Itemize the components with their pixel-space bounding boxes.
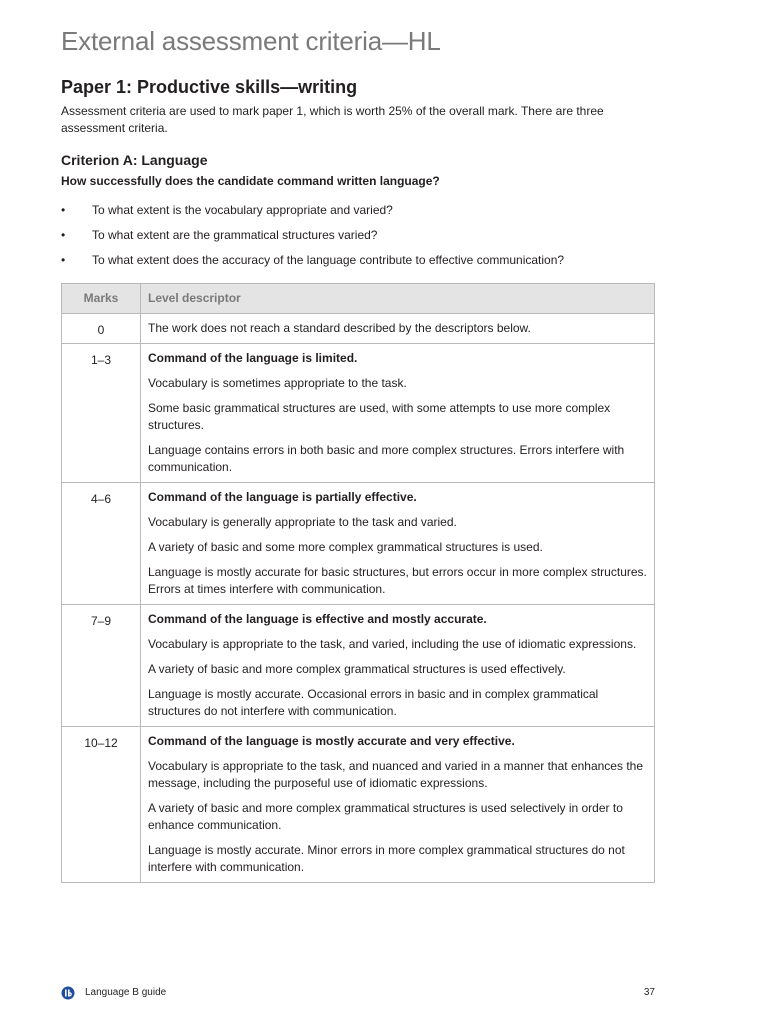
table-row: [62, 483, 655, 605]
bullet-icon: •: [61, 253, 66, 267]
descriptor-heading: Command of the language is mostly accurate and very effective.: [148, 734, 515, 748]
descriptor-line: A variety of basic and some more complex grammatical structures is used.: [148, 540, 543, 554]
descriptor-line: Language is mostly accurate. Minor errors in more complex grammatical structures do not interfere with communication.: [148, 843, 625, 874]
descriptor-line: Vocabulary is appropriate to the task, and varied, including the use of idiomatic expressions.: [148, 637, 637, 651]
guide-title: Language B guide: [85, 987, 167, 998]
descriptor-cell: [141, 344, 655, 483]
table-header-row: [62, 284, 655, 314]
page-number: 37: [643, 987, 655, 998]
bullet-item: [61, 203, 661, 228]
descriptor-heading: Command of the language is limited.: [148, 351, 358, 365]
descriptor-line: Vocabulary is sometimes appropriate to the task.: [148, 376, 407, 390]
paper-title: Paper 1: Productive skills—writing: [61, 77, 358, 97]
descriptor-line: Vocabulary is appropriate to the task, and nuanced and varied in a manner that enhances the message, including the purposeful use of idiomatic expressions.: [148, 759, 643, 790]
descriptor-heading: Command of the language is effective and mostly accurate.: [148, 612, 487, 626]
descriptor-cell: [141, 727, 655, 883]
marks-cell: 10–12: [62, 727, 141, 883]
table-row: [62, 727, 655, 883]
marks-cell: 1–3: [62, 344, 141, 483]
descriptor-line: Language contains errors in both basic and more complex structures. Errors interfere with communication.: [148, 443, 625, 474]
table-row: [62, 605, 655, 727]
level-descriptor-table: [61, 283, 655, 883]
bullet-text: To what extent does the accuracy of the language contribute to effective communication?: [92, 253, 565, 267]
descriptor-line: Language is mostly accurate. Occasional errors in basic and in complex grammatical structures do not interfere with communication.: [148, 687, 599, 718]
descriptor-heading: Command of the language is partially effective.: [148, 490, 417, 504]
descriptor-line: A variety of basic and more complex grammatical structures is used effectively.: [148, 662, 566, 676]
page-footer: [61, 985, 655, 1003]
descriptor-line: Language is mostly accurate for basic structures, but errors occur in more complex structures. Errors at times interfere with communication.: [148, 565, 647, 596]
descriptor-line: The work does not reach a standard described by the descriptors below.: [148, 321, 531, 335]
marks-cell: 0: [62, 314, 141, 344]
criterion-question: How successfully does the candidate command written language?: [61, 174, 440, 188]
bullet-item: [61, 228, 661, 253]
bullet-text: To what extent are the grammatical structures varied?: [92, 228, 378, 242]
section-title: External assessment criteria—HL: [61, 26, 441, 56]
bullet-item: [61, 253, 661, 278]
bullet-icon: •: [61, 228, 66, 242]
table-row: [62, 314, 655, 344]
bullet-text: To what extent is the vocabulary appropriate and varied?: [92, 203, 393, 217]
descriptor-line: Some basic grammatical structures are used, with some attempts to use more complex structures.: [148, 401, 611, 432]
descriptor-cell: [141, 605, 655, 727]
table-row: [62, 344, 655, 483]
descriptor-line: Vocabulary is generally appropriate to the task and varied.: [148, 515, 457, 529]
descriptor-cell: [141, 314, 655, 344]
criterion-title: Criterion A: Language: [61, 152, 208, 168]
intro-paragraph: Assessment criteria are used to mark paper 1, which is worth 25% of the overall mark. There are three assessment criteria.: [61, 104, 604, 135]
marks-column-header: Marks: [62, 284, 141, 314]
descriptor-column-header: Level descriptor: [141, 284, 655, 314]
marks-cell: 4–6: [62, 483, 141, 605]
descriptor-cell: [141, 483, 655, 605]
marks-cell: 7–9: [62, 605, 141, 727]
bullet-icon: •: [61, 203, 66, 217]
descriptor-line: A variety of basic and more complex grammatical structures is used selectively in order to enhance communication.: [148, 801, 623, 832]
criterion-bullet-list: [61, 203, 661, 278]
ib-logo-icon: [61, 986, 75, 1000]
